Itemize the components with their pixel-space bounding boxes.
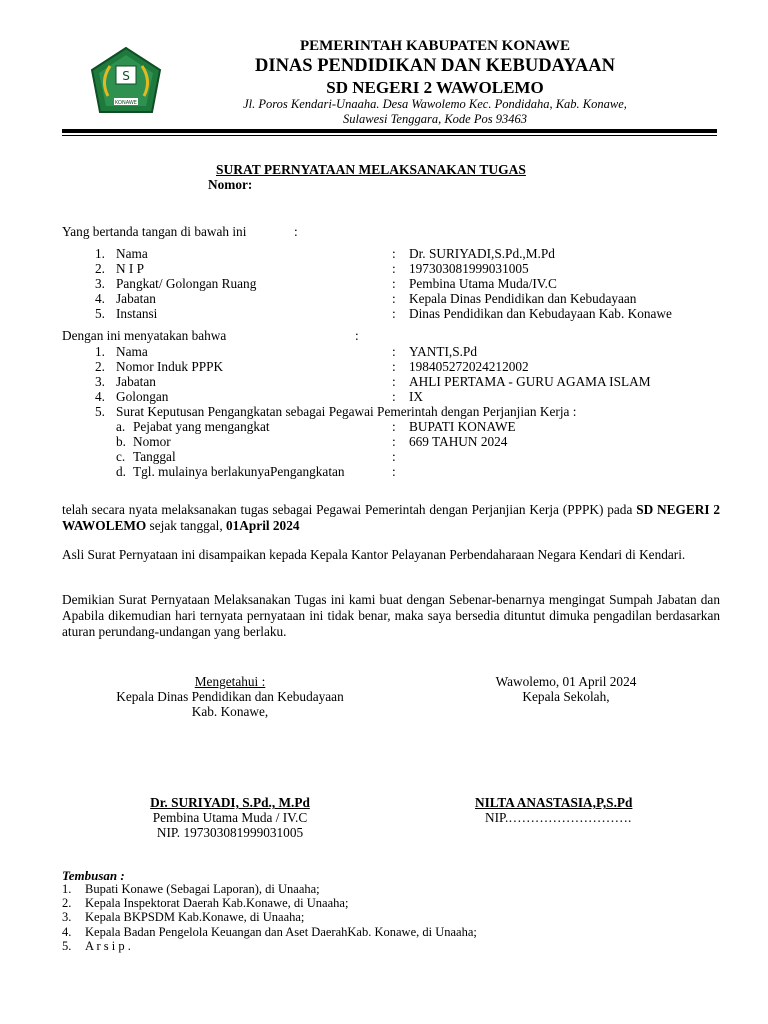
tembusan-item-number: 1. (62, 882, 72, 896)
subject-row-label: Jabatan (116, 374, 156, 389)
signer-row-number: 1. (95, 246, 105, 261)
sk-item-label: Surat Keputusan Pengangkatan sebagai Pegawai Pemerintah dengan Perjanjian Kerja : (116, 404, 577, 419)
subject-row-value: AHLI PERTAMA - GURU AGAMA ISLAM (409, 374, 651, 389)
signer-row-value: Dinas Pendidikan dan Kebudayaan Kab. Konawe (409, 306, 672, 321)
sk-row-value: 669 TAHUN 2024 (409, 434, 508, 449)
signer-row-colon: : (392, 291, 396, 306)
signer-row-label: Jabatan (116, 291, 156, 306)
subject-row-number: 2. (95, 359, 105, 374)
signer-row-colon: : (392, 306, 396, 321)
document-title: SURAT PERNYATAAN MELAKSANAKAN TUGAS (216, 162, 526, 177)
left-signer-name: Dr. SURIYADI, S.Pd., M.Pd (150, 795, 310, 810)
signer-row-number: 5. (95, 306, 105, 321)
tembusan-item: Kepala Inspektorat Daerah Kab.Konawe, di Unaaha; (85, 896, 349, 911)
sk-row-label: Tgl. mulainya berlakunyaPengangkatan (133, 464, 345, 479)
sk-row-number: d. (116, 464, 126, 479)
tembusan-item: Kepala BKPSDM Kab.Konawe, di Unaaha; (85, 910, 305, 925)
left-signer-rank: Pembina Utama Muda / IV.C (152, 810, 308, 825)
sk-row-label: Pejabat yang mengangkat (133, 419, 270, 434)
body1-school: SD NEGERI 2 WAWOLEMO (62, 502, 720, 533)
body1-text-b: sejak tanggal, (146, 518, 226, 533)
sk-row-colon: : (392, 464, 396, 479)
place-date: Wawolemo, 01 April 2024 (495, 674, 637, 689)
tembusan-item-number: 4. (62, 924, 72, 939)
sk-item-number: 5. (95, 404, 105, 419)
document-number-label: Nomor: (208, 177, 253, 192)
subject-row-number: 4. (95, 389, 105, 404)
declare-colon: : (355, 328, 359, 343)
signer-row-number: 3. (95, 276, 105, 291)
subject-row-colon: : (392, 374, 396, 389)
left-signer-nip: NIP. 197303081999031005 (156, 825, 304, 840)
sk-row-number: b. (116, 434, 126, 449)
tembusan-title: Tembusan : (62, 868, 125, 883)
sk-row-label: Nomor (133, 434, 171, 449)
body-paragraph-1 (62, 502, 720, 534)
signer-row-colon: : (392, 246, 396, 261)
sk-row-colon: : (392, 419, 396, 434)
right-signer-nip: NIP.………………………. (485, 810, 632, 825)
body1-text-a: telah secara nyata melaksanakan tugas sebagai Pegawai Pemerintah dengan Perjanjian Kerja (PPPK) pada (62, 502, 637, 517)
subject-row-number: 3. (95, 374, 105, 389)
signer-row-value: 197303081999031005 (409, 261, 529, 276)
tembusan-item: A r s i p . (85, 938, 131, 953)
letterhead-government: PEMERINTAH KABUPATEN KONAWE (299, 38, 570, 54)
signer-row-value: Pembina Utama Muda/IV.C (409, 276, 557, 291)
signer-row-number: 4. (95, 291, 105, 306)
signer-row-colon: : (392, 276, 396, 291)
subject-row-colon: : (392, 359, 396, 374)
tembusan-item-number: 5. (62, 938, 72, 953)
subject-row-colon: : (392, 344, 396, 359)
sk-row-number: c. (116, 449, 126, 464)
body1-date: 01April 2024 (226, 518, 300, 533)
body-paragraph-2: Asli Surat Pernyataan ini disampaikan kepada Kepala Kantor Pelayanan Perbendaharaan Negara Kendari di Kendari. (62, 547, 686, 562)
left-role-line-1: Kepala Dinas Pendidikan dan Kebudayaan (116, 689, 344, 704)
signer-row-label: Instansi (116, 306, 158, 321)
letterhead-rule-thick (62, 129, 717, 133)
sk-row-number: a. (116, 419, 126, 434)
right-role: Kepala Sekolah, (522, 689, 610, 704)
letterhead-school: SD NEGERI 2 WAWOLEMO (326, 78, 544, 97)
subject-row-value: IX (409, 389, 424, 404)
subject-row-value: 198405272024212002 (409, 359, 529, 374)
svg-text:KONAWE: KONAWE (115, 100, 137, 106)
svg-text:S: S (122, 69, 130, 83)
known-label: Mengetahui : (194, 674, 266, 689)
letterhead-agency: DINAS PENDIDIKAN DAN KEBUDAYAAN (255, 56, 615, 76)
signer-row-value: Dr. SURIYADI,S.Pd.,M.Pd (409, 246, 555, 261)
tembusan-item-number: 3. (62, 910, 72, 925)
tembusan-item: Kepala Badan Pengelola Keuangan dan Aset DaerahKab. Konawe, di Unaaha; (85, 924, 477, 939)
letterhead-address (210, 97, 660, 127)
address-line-1: Jl. Poros Kendari-Unaaha. Desa Wawolemo Kec. Pondidaha, Kab. Konawe, (243, 97, 627, 111)
declare-intro: Dengan ini menyatakan bahwa (62, 328, 227, 343)
subject-row-label: Golongan (116, 389, 169, 404)
body-paragraph-3: Demikian Surat Pernyataan Melaksanakan Tugas ini kami buat dengan Sebenar-benarnya mengingat Sumpah Jabatan dan Apabila dikemudian hari ternyata pernyataan ini tidak benar, maka saya bersedia dituntut dimuka pengadilan berdasarkan aturan perundang-undangan yang berlaku. (62, 592, 720, 639)
address-line-2: Sulawesi Tenggara, Kode Pos 93463 (343, 112, 527, 126)
signer-row-label: N I P (116, 261, 145, 276)
sk-row-label: Tanggal (133, 449, 176, 464)
left-role-line-2: Kab. Konawe, (191, 704, 269, 719)
signer-row-label: Nama (116, 246, 148, 261)
konawe-regency-logo (90, 46, 162, 116)
subject-row-label: Nama (116, 344, 148, 359)
intro-text: Yang bertanda tangan di bawah ini (62, 224, 247, 239)
sk-row-colon: : (392, 449, 396, 464)
subject-row-colon: : (392, 389, 396, 404)
sk-row-colon: : (392, 434, 396, 449)
subject-row-number: 1. (95, 344, 105, 359)
signer-row-colon: : (392, 261, 396, 276)
right-signer-name: NILTA ANASTASIA,P,S.Pd (475, 795, 633, 810)
subject-row-value: YANTI,S.Pd (409, 344, 477, 359)
signer-row-value: Kepala Dinas Pendidikan dan Kebudayaan (409, 291, 637, 306)
subject-row-label: Nomor Induk PPPK (116, 359, 224, 374)
intro-colon: : (294, 224, 298, 239)
sk-row-value: BUPATI KONAWE (409, 419, 516, 434)
tembusan-item: Bupati Konawe (Sebagai Laporan), di Unaaha; (85, 882, 320, 896)
signer-row-label: Pangkat/ Golongan Ruang (116, 276, 257, 291)
tembusan-item-number: 2. (62, 896, 72, 911)
letterhead-rule-thin (62, 135, 717, 136)
signer-row-number: 2. (95, 261, 105, 276)
